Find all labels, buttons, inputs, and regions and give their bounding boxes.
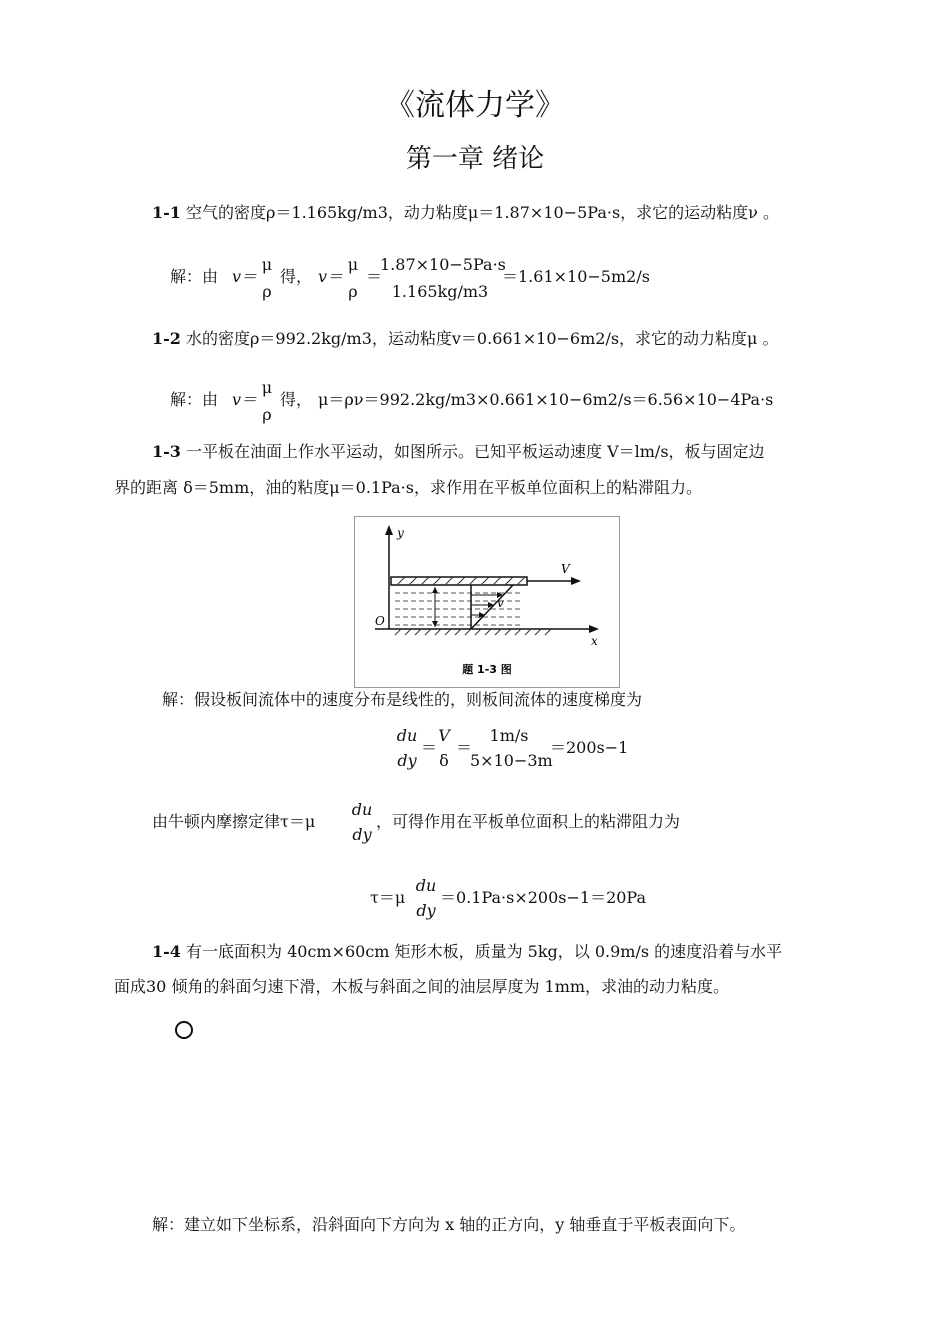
gradient-result: ＝200s−1 [550,738,629,757]
equals: ＝ [366,267,383,286]
fraction-du-dy-tau [414,876,438,920]
v-symbol: v＝ [232,267,258,286]
problem-text: 一平板在油面上作水平运动，如图所示。已知平板运动速度 V＝lm/s，板与固定边 [186,442,765,461]
problem-1-4-line1 [152,942,782,962]
document-title: 《流体力学》 [385,88,565,123]
problem-text: 空气的密度ρ＝1.165kg/m3，动力粘度μ＝1.87×10−5Pa·s，求它的运动粘度ν 。 [186,203,779,222]
origin-label: O [375,614,385,628]
denominator: ρ [262,405,272,424]
profile-velocity-label: v [497,596,504,610]
numerator: μ [261,255,273,274]
problem-1-3-line1 [152,442,765,462]
tau-result: ＝0.1Pa·s×200s−1＝20Pa [440,888,647,907]
y-axis-label: y [397,526,404,540]
chapter-heading: 第一章 绪论 [405,144,545,174]
denominator: 1.165kg/m3 [391,282,489,301]
x-axis-label: x [591,634,598,648]
newton-law-suffix: ，可得作用在平板单位面积上的粘滞阻力为 [376,812,681,831]
fraction-mu-2 [342,255,364,301]
v-symbol: v＝ [232,390,258,409]
de-text: 得， [280,267,313,286]
fraction-du-dy-law [350,800,374,844]
fraction-values [470,726,553,770]
flow-diagram [355,517,619,687]
problem-1-2 [152,329,779,349]
denominator: dy [397,751,417,770]
result: ＝1.61×10−5m2/s [502,267,650,286]
numerator: V [438,726,450,745]
plate-velocity-label: V [561,562,570,576]
de-text: 得， [280,390,313,409]
problem-number: 1-1 [152,203,181,222]
fraction-du-dy [395,726,419,770]
solution-prefix: 解：由 [170,267,219,286]
problem-1-1 [152,203,779,223]
fraction-nu [380,255,506,301]
newton-law-prefix: 由牛顿内摩擦定律τ＝μ [152,812,316,831]
numerator: μ [347,255,359,274]
circle-marker [175,1021,193,1039]
denominator: ρ [348,282,358,301]
solution-1-2-prefix: 解：由 [170,390,219,409]
numerator: μ [261,378,273,397]
numerator: du [415,876,437,895]
problem-1-4-line2: 面成30 倾角的斜面匀速下滑，木板与斜面之间的油层厚度为 1mm，求油的动力粘度。 [114,977,730,996]
solution-1-2-equation: μ＝ρν＝992.2kg/m3×0.661×10−6m2/s＝6.56×10−4Pa·s [318,390,774,409]
fraction-V-delta [434,726,454,770]
fraction-mu [256,378,278,424]
tau-lhs: τ＝μ [370,888,406,907]
denominator: dy [352,825,372,844]
equals: ＝ [456,738,473,757]
problem-number: 1-3 [152,442,181,461]
problem-text: 有一底面积为 40cm×60cm 矩形木板，质量为 5kg，以 0.9m/s 的速度沿着与水平 [186,942,783,961]
denominator: dy [416,901,436,920]
v-symbol-2: v＝ [318,267,344,286]
numerator: du [396,726,418,745]
problem-text: 水的密度ρ＝992.2kg/m3，运动粘度v＝0.661×10−6m2/s，求它的动力粘度μ 。 [186,329,779,348]
solution-1-1 [170,267,218,287]
fraction-mu [256,255,278,301]
solution-1-4: 解：建立如下坐标系，沿斜面向下方向为 x 轴的正方向，y 轴垂直于平板表面向下。 [152,1215,746,1234]
figure-1-3 [354,516,620,688]
numerator: 1.87×10−5Pa·s [380,255,506,274]
numerator: du [351,800,373,819]
equals: ＝ [421,738,438,757]
problem-number: 1-2 [152,329,181,348]
solution-1-3-intro: 解：假设板间流体中的速度分布是线性的，则板间流体的速度梯度为 [162,690,643,709]
figure-caption: 题 1-3 图 [462,663,512,676]
numerator: 1m/s [489,726,529,745]
denominator: δ [439,751,449,770]
denominator: ρ [262,282,272,301]
problem-number: 1-4 [152,942,181,961]
denominator: 5×10−3m [470,751,553,770]
problem-1-3-line2: 界的距离 δ＝5mm，油的粘度μ＝0.1Pa·s，求作用在平板单位面积上的粘滞阻力。 [114,478,702,497]
